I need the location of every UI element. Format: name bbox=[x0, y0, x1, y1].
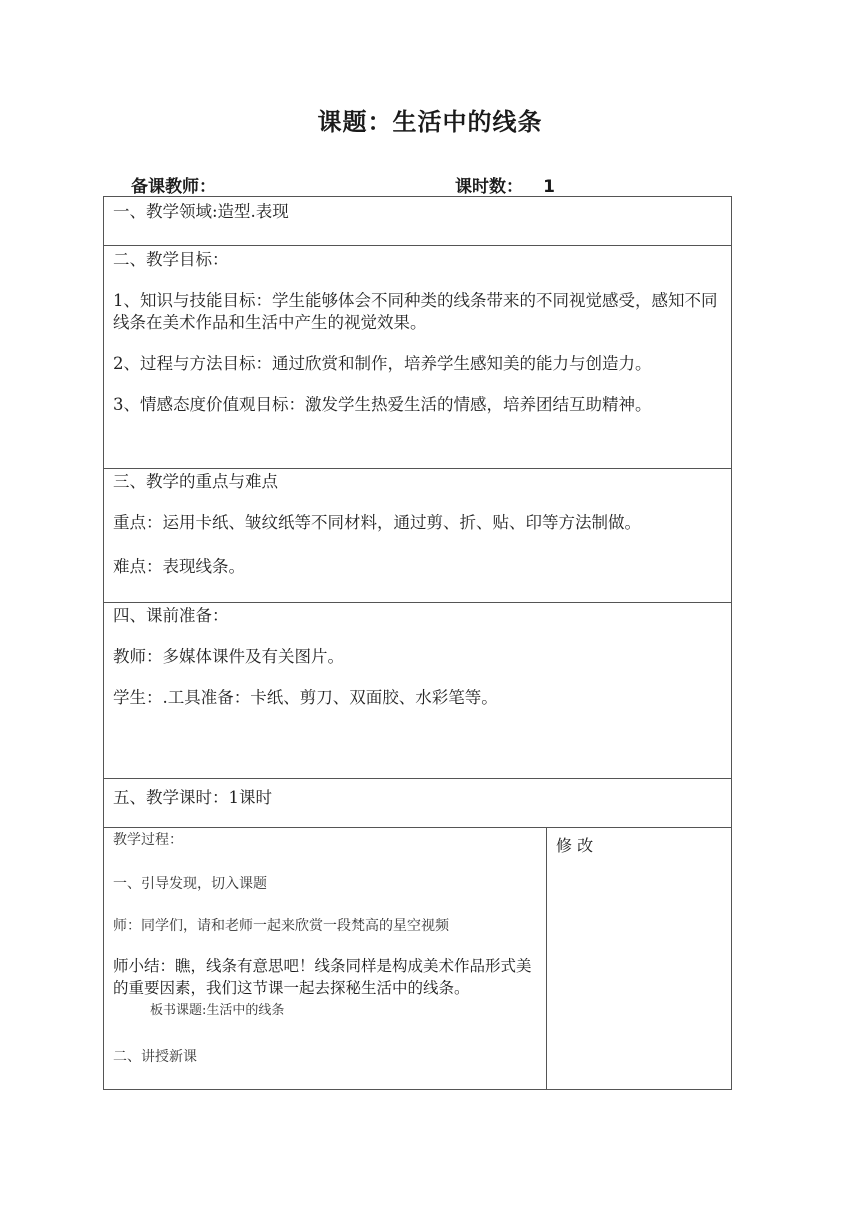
process-step2: 二、讲授新课 bbox=[113, 1049, 197, 1065]
domain-text: 一、教学领域:造型.表现 bbox=[113, 202, 289, 221]
hours-field bbox=[455, 172, 555, 197]
period-section bbox=[103, 778, 732, 828]
preparation-section bbox=[103, 602, 732, 779]
goal-item: 3、情感态度价值观目标：激发学生热爱生活的情感，培养团结互助精神。 bbox=[113, 395, 652, 414]
teacher-label: 备课教师： bbox=[131, 177, 216, 197]
process-board: 板书课题:生活中的线条 bbox=[150, 1003, 285, 1018]
goal-item: 2、过程与方法目标：通过欣赏和制作，培养学生感知美的能力与创造力。 bbox=[113, 354, 652, 373]
process-section bbox=[103, 827, 732, 1090]
hours-value: 1 bbox=[523, 178, 555, 197]
hours-label: 课时数： bbox=[455, 177, 523, 197]
difficulty-text: 难点：表现线条。 bbox=[113, 557, 245, 576]
goals-section bbox=[103, 245, 732, 469]
teacher-field bbox=[131, 172, 216, 197]
goal-item: 1、知识与技能目标：学生能够体会不同种类的线条带来的不同视觉感受，感知不同线条在美术作品和生活中产生的视觉效果。 bbox=[113, 291, 718, 332]
preparation-teacher: 教师：多媒体课件及有关图片。 bbox=[113, 647, 344, 666]
domain-section bbox=[103, 196, 732, 246]
revision-label: 修 改 bbox=[556, 836, 594, 855]
process-teacher-line: 师：同学们，请和老师一起来欣赏一段梵高的星空视频 bbox=[113, 918, 449, 934]
column-divider bbox=[546, 827, 547, 1089]
key-point-text: 重点：运用卡纸、皱纹纸等不同材料，通过剪、折、贴、印等方法制做。 bbox=[113, 513, 641, 532]
key-points-section bbox=[103, 468, 732, 603]
preparation-heading: 四、课前准备： bbox=[113, 606, 229, 625]
document-title: 课题：生活中的线条 bbox=[317, 108, 543, 136]
period-text: 五、教学课时：1课时 bbox=[113, 788, 272, 807]
preparation-student: 学生：.工具准备：卡纸、剪刀、双面胶、水彩笔等。 bbox=[113, 688, 498, 707]
process-heading: 教学过程： bbox=[113, 832, 183, 848]
process-summary: 师小结：瞧，线条有意思吧！线条同样是构成美术作品形式美的重要因素，我们这节课一起去探秘生活中的线条。 bbox=[113, 957, 532, 997]
goals-heading: 二、教学目标： bbox=[113, 250, 229, 269]
key-points-heading: 三、教学的重点与难点 bbox=[113, 472, 278, 491]
process-step1: 一、引导发现，切入课题 bbox=[113, 876, 267, 892]
